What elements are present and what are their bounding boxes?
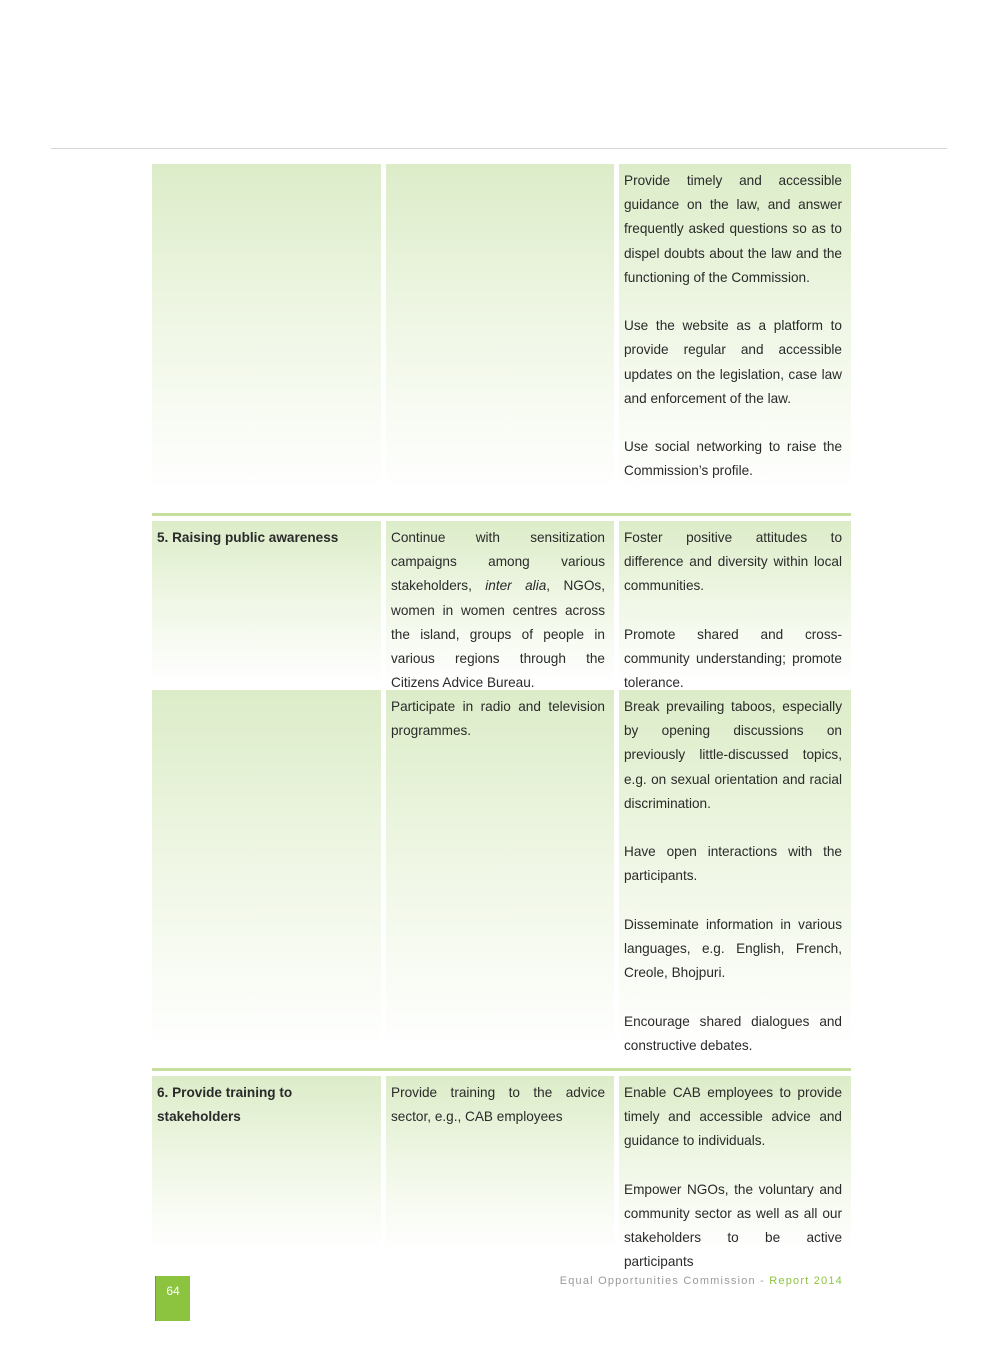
- area-title: 5. Raising public awareness: [157, 530, 339, 545]
- outcome-text: Use social networking to raise the Commission’s profile.: [624, 439, 842, 479]
- outcome-text: Empower NGOs, the voluntary and community sector as well as all our stakeholders to be active participants: [624, 1181, 842, 1270]
- outcome-text: Enable CAB employees to provide timely and accessible advice and guidance to individuals.: [624, 1085, 842, 1149]
- outcome-text: Use the website as a platform to provide regular and accessible updates on the legislation, case law and enforcement of the law.: [624, 318, 842, 406]
- table-cell-area: [152, 521, 381, 683]
- header-rule: [51, 148, 947, 149]
- table-cell-action: [386, 164, 614, 492]
- outcome-text: Have open interactions with the participants.: [624, 844, 842, 884]
- outcome-text: Encourage shared dialogues and constructive debates.: [624, 1013, 842, 1053]
- table-cell-area: [152, 690, 381, 1048]
- action-text: Participate in radio and television programmes.: [391, 699, 605, 739]
- footer-report: Report 2014: [769, 1275, 843, 1287]
- action-text: Provide training to the advice sector, e.g., CAB employees: [391, 1085, 605, 1125]
- outcome-text: Promote shared and cross-community understanding; promote tolerance.: [624, 626, 842, 691]
- outcome-text: Provide timely and accessible guidance on the law, and answer frequently asked questions so as to dispel doubts about the law and the functioning of the Commission.: [624, 173, 842, 285]
- table-cell-action: [386, 690, 614, 1048]
- page-number: 64: [156, 1276, 190, 1321]
- area-title: 6. Provide training to stakeholders: [157, 1085, 293, 1125]
- table-cell-area: [152, 164, 381, 492]
- table-cell-outcomes: [619, 521, 851, 691]
- outcome-text: Disseminate information in various languages, e.g. English, French, Creole, Bhojpuri.: [624, 916, 842, 981]
- footer-title: [560, 1275, 843, 1287]
- footer-org: Equal Opportunities Commission -: [559, 1275, 770, 1287]
- table-cell-outcomes: [619, 1076, 851, 1270]
- outcome-text: Break prevailing taboos, especially by opening discussions on previously little-discussed topics, e.g. on sexual orientation and racial discrimination.: [624, 699, 842, 811]
- table-cell-area: [152, 1076, 381, 1250]
- row-separator: [152, 513, 851, 516]
- table-cell-action: [386, 521, 614, 691]
- action-text: Continue with sensitization campaigns among various stakeholders, inter alia, NGOs, women in women centres across the island, groups of people in various regions through the Citizens Advice Bureau.: [391, 530, 605, 691]
- outcome-text: Foster positive attitudes to difference and diversity within local communities.: [624, 530, 842, 594]
- table-cell-action: [386, 1076, 614, 1250]
- table-cell-outcomes: [619, 164, 851, 492]
- table-cell-outcomes: [619, 690, 851, 1053]
- row-separator: [152, 1068, 851, 1071]
